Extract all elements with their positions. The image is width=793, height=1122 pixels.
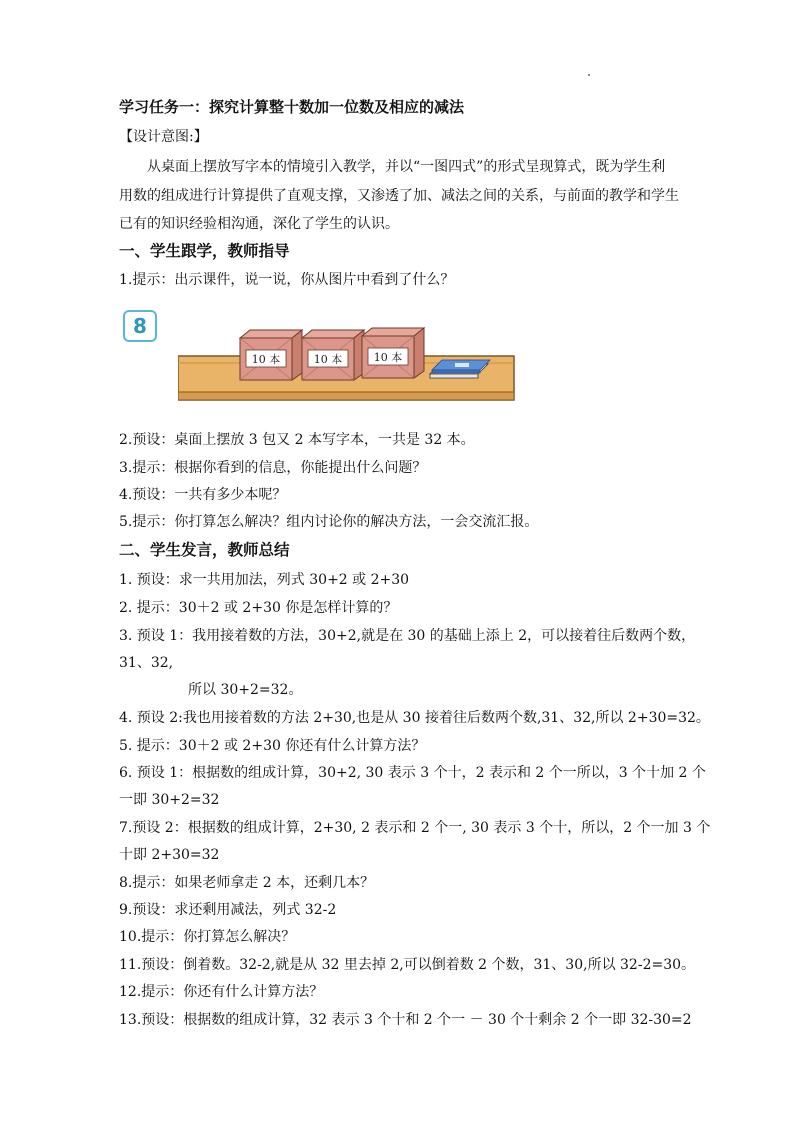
section1-heading: 一、学生跟学，教师指导 xyxy=(119,241,290,260)
desk-notebooks-illustration xyxy=(178,318,518,410)
section2-line-6-cont: 一即 30+2=32 xyxy=(119,792,220,808)
section2-line-1: 1. 预设：求一共用加法，列式 30+2 或 2+30 xyxy=(119,572,410,588)
section1-item-1: 1.提示：出示课件，说一说，你从图片中看到了什么？ xyxy=(119,272,455,288)
page-mark xyxy=(588,74,590,76)
section2-line-13: 13.预设：根据数的组成计算，32 表示 3 个十和 2 个一 － 30 个十剩余 2 个一即 32-30=2 xyxy=(119,1012,692,1028)
desk-edge xyxy=(178,392,514,400)
task-title: 学习任务一：探究计算整十数加一位数及相应的减法 xyxy=(119,98,465,116)
section1-item-5: 5.提示：你打算怎么解决？组内讨论你的解决方法，一会交流汇报。 xyxy=(119,514,539,530)
intro-line-1: 从桌面上摆放写字本的情境引入教学，并以“一图四式”的形式呈现算式，既为学生利 xyxy=(147,159,666,175)
section2-line-7: 7.预设 2：根据数的组成计算，2+30, 2 表示和 2 个一, 30 表示 3 个十，所以，2 个一加 3 个 xyxy=(119,820,711,836)
section2-line-10: 10.提示：你打算怎么解决？ xyxy=(119,929,296,945)
section2-line-8: 8.提示：如果老师拿走 2 本，还剩几本？ xyxy=(119,875,375,891)
pack-label-3: 10 本 xyxy=(373,351,403,364)
section1-item-2: 2.预设：桌面上摆放 3 包又 2 本写字本，一共是 32 本。 xyxy=(119,432,475,448)
section2-line-3-result: 所以 30+2=32。 xyxy=(188,682,303,698)
section2-line-6: 6. 预设 1：根据数的组成计算，30+2, 30 表示 3 个十，2 表示和 2 个一所以，3 个十加 2 个 xyxy=(119,765,706,781)
section2-line-3: 3. 预设 1：我用接着数的方法，30+2,就是在 30 的基础上添上 2，可以接着往后数两个数， xyxy=(119,628,696,644)
intro-line-2: 用数的组成进行计算提供了直观支撑，又渗透了加、减法之间的关系，与前面的教学和学生 xyxy=(119,188,679,204)
section1-item-3: 3.提示：根据你看到的信息，你能提出什么问题？ xyxy=(119,460,427,476)
design-intent-label: 【设计意图:】 xyxy=(119,129,208,145)
section2-line-4: 4. 预设 2:我也用接着数的方法 2+30,也是从 30 接着往后数两个数,31、32,所以 2+30=32。 xyxy=(119,710,710,726)
intro-line-3: 已有的知识经验相沟通，深化了学生的认识。 xyxy=(119,216,399,232)
section2-line-2: 2. 提示：30＋2 或 2+30 你是怎样计算的？ xyxy=(119,600,398,616)
section2-line-9: 9.预设：求还剩用减法，列式 32-2 xyxy=(119,902,337,918)
pack-label-2: 10 本 xyxy=(313,353,343,366)
section1-item-4: 4.预设：一共有多少本呢？ xyxy=(119,487,287,503)
section2-line-5: 5. 提示：30＋2 或 2+30 你还有什么计算方法？ xyxy=(119,738,426,754)
section2-heading: 二、学生发言，教师总结 xyxy=(119,540,290,559)
pack-label-1: 10 本 xyxy=(251,353,281,366)
section2-line-7-cont: 十即 2+30=32 xyxy=(119,847,220,863)
section2-line-12: 12.提示：你还有什么计算方法？ xyxy=(119,984,324,1000)
section2-line-3-cont: 31、32, xyxy=(119,655,174,671)
lesson-number-badge: 8 xyxy=(123,310,157,342)
section2-line-11: 11.预设：倒着数。32-2,就是从 32 里去掉 2,可以倒着数 2 个数，31、30,所以 32-2=30。 xyxy=(119,957,696,973)
